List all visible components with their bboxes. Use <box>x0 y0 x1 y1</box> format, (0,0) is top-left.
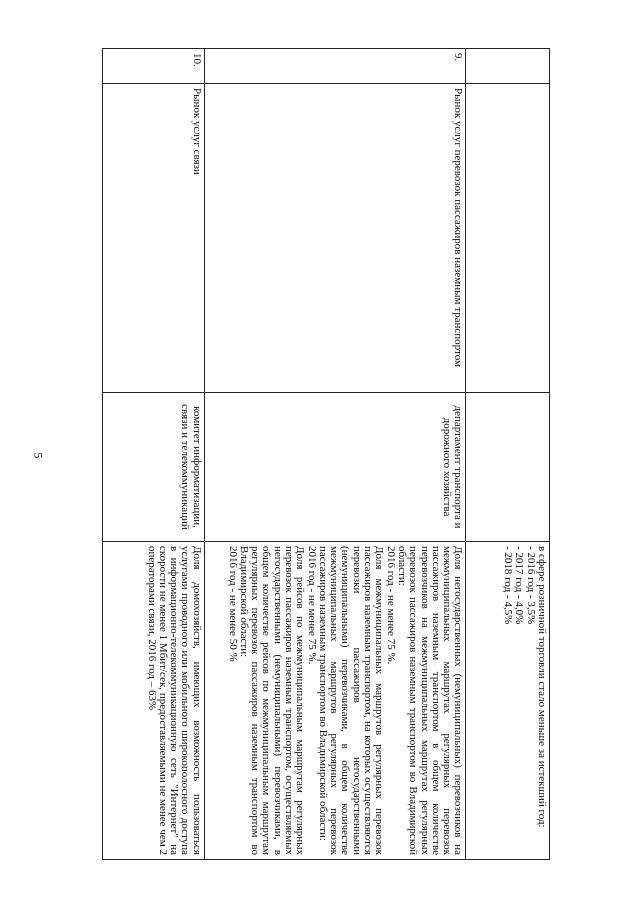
document-table-rotated <box>102 48 550 860</box>
department-text: комитет информатизации, связи и телекоммуникаций <box>179 404 203 530</box>
department-cell <box>204 393 466 542</box>
indicator-cell <box>103 542 205 860</box>
market-cell: Рынок услуг перевозок пассажиров наземным транспортом <box>204 84 466 393</box>
department-cell <box>103 393 205 542</box>
row-number-cell <box>466 49 550 84</box>
indicator-cell <box>466 542 550 860</box>
competition-markets-table <box>102 48 550 860</box>
row-number-cell: 10. <box>103 49 205 84</box>
market-cell: Рынок услуг связи <box>103 84 205 393</box>
table-row-9 <box>204 49 466 860</box>
indicator-cell <box>204 542 466 860</box>
indicator-text: Доля негосударственных (немуниципальных) перевозчиков на межмуниципальных маршрутах регулярных перевозок пассажиров наземным транспортом в общем количестве перевозчиков на межмуниципальных маршрутах регулярных перевозок пассажиров наземным транспортом во Владимирской области: 2016 год - не менее 75 %. Доля межмуниципальных маршрутов регулярных перевозок пассажиров наземным транспортом, на которых осуществляются перевозки пассажиров негосударственными (немуниципальными) перевозчиками, в общем количестве межмуниципальных маршрутов регулярных перевозок пассажиров наземным транспортом во Владимирской области: 2016 год - не менее 75 %. Доля рейсов по межмуниципальным маршрутам регулярных перевозок пассажиров наземным транспортом, осуществляемых негосударственными (немуниципальными) перевозчиками, в общем количестве рейсов по межмуниципальным маршрутам регулярных перевозок пассажиров наземным транспортом во Владимирской области: 2016 год - не менее 50 % <box>226 546 465 855</box>
table-row-10 <box>103 49 205 860</box>
department-cell <box>466 393 550 542</box>
indicator-text: в сфере розничной торговли стало меньше за истекший год: - 2016 год - 3,5% - 2017 год - 4,0% - 2018 год - 4,5% <box>502 546 548 828</box>
market-cell <box>466 84 550 393</box>
row-number-cell: 9. <box>204 49 466 84</box>
department-text: департамент транспорта и дорожного хозяйства <box>441 405 465 529</box>
indicator-text: Доля домохозяйств, имеющих возможность пользоваться услугами проводного или мобильного широкополосного доступа в информационно-телекоммуникационную сеть "Интернет" на скорости не менее 1 Мбит/сек, предоставляемыми не менее чем 2 операторами связи, 2016 год – 63% <box>145 546 203 855</box>
page-number: 5 <box>31 452 46 459</box>
table-row-continuation <box>466 49 550 860</box>
